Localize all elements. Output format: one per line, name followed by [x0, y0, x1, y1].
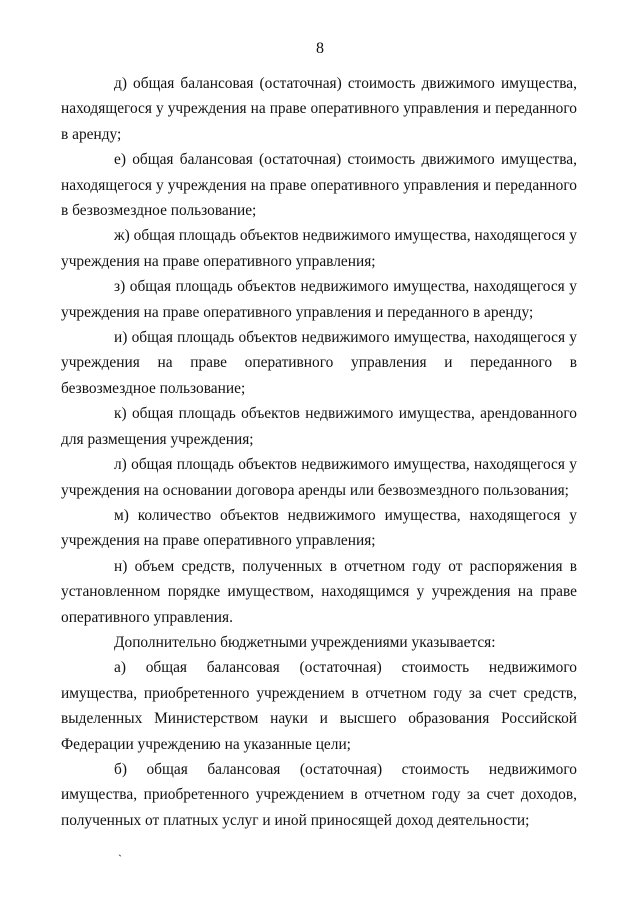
page-number: 8: [316, 40, 324, 57]
paragraph-z: з) общая площадь объектов недвижимого имущества, находящегося у учреждения на праве оперативного управления и переданного в аренду;: [61, 278, 577, 321]
paragraph-l: л) общая площадь объектов недвижимого имущества, находящегося у учреждения на основании договора аренды или безвозмездного пользования;: [61, 456, 577, 499]
paragraph-zh: ж) общая площадь объектов недвижимого имущества, находящегося у учреждения на праве оперативного управления;: [61, 227, 577, 270]
paragraph-n: н) объем средств, полученных в отчетном году от распоряжения в установленном порядке имуществом, находящимся у учреждения на праве оперативного управления.: [61, 557, 577, 626]
paragraph-k: к) общая площадь объектов недвижимого имущества, арендованного для размещения учреждения;: [61, 405, 577, 448]
paragraph-i: и) общая площадь объектов недвижимого имущества, находящегося у учреждения на праве оперативного управления и переданного в безвозмездное пользование;: [61, 329, 577, 397]
paragraph-m: м) количество объектов недвижимого имущества, находящегося у учреждения на праве оперативного управления;: [61, 506, 577, 550]
additional-budget-institutions-heading: Дополнительно бюджетными учреждениями указывается:: [114, 633, 496, 651]
paragraph-e: е) общая балансовая (остаточная) стоимость движимого имущества, находящегося у учреждения на праве оперативного управления и переданного в безвозмездное пользование;: [61, 151, 577, 220]
document-body: [61, 71, 577, 833]
paragraph-a: а) общая балансовая (остаточная) стоимость недвижимого имущества, приобретенного учреждением в отчетном году за счет средств, выделенных Министерством науки и высшего образования Российской Федерации учреждению на указанные цели;: [61, 659, 577, 753]
paragraph-d: д) общая балансовая (остаточная) стоимость движимого имущества, находящегося у учреждения на праве оперативного управления и переданного в аренду;: [61, 75, 577, 143]
stray-mark: `: [118, 852, 122, 866]
paragraph-b: б) общая балансовая (остаточная) стоимость недвижимого имущества, приобретенного учреждением в отчетном году за счет доходов, полученных от платных услуг и иной приносящей доход деятельности;: [61, 760, 577, 829]
